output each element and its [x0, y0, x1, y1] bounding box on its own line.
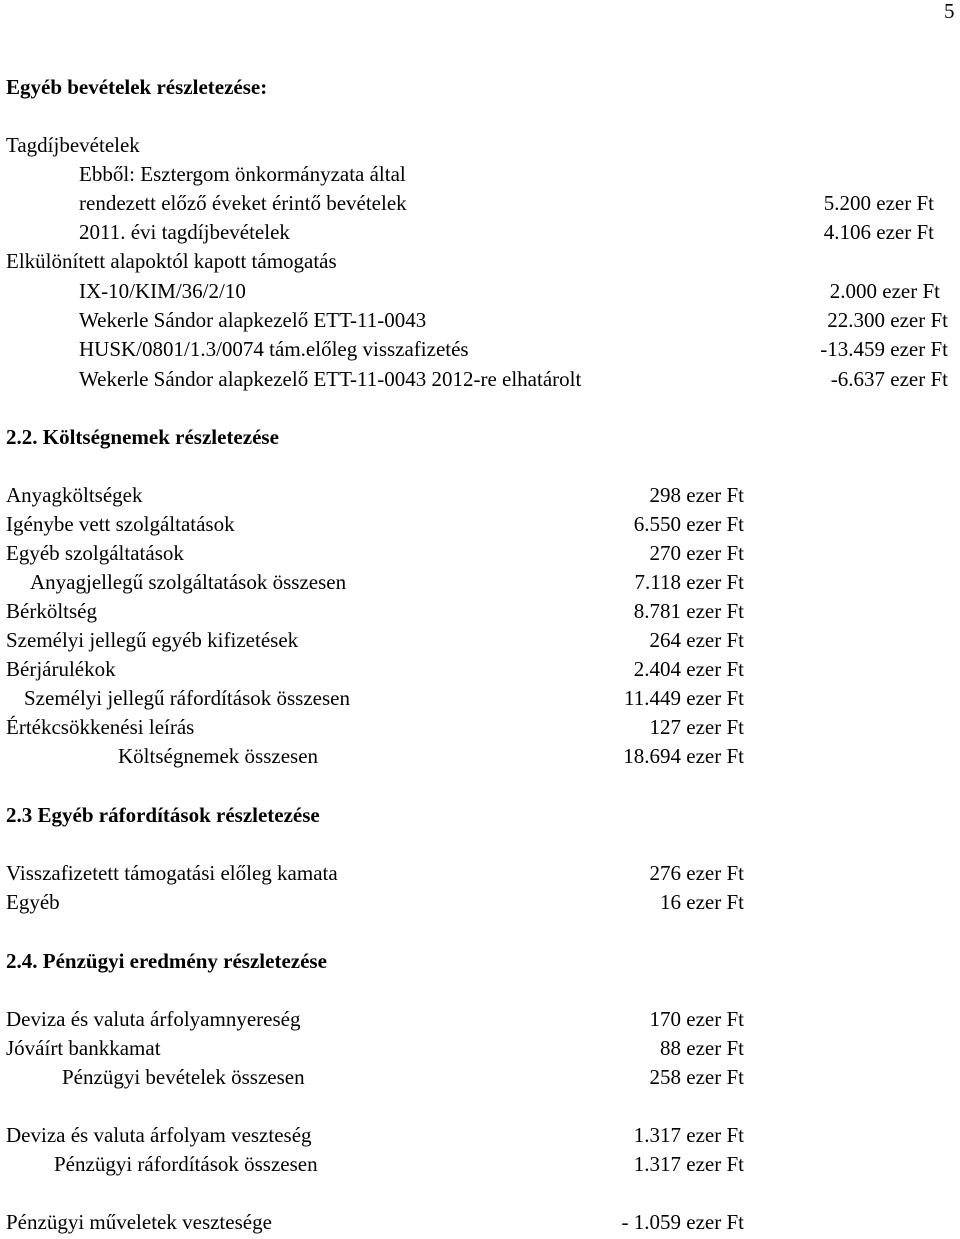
value-wage-contributions: 2.404 ezer Ft — [633, 657, 744, 681]
value-other: 16 ezer Ft — [660, 890, 744, 914]
label-other-services: Egyéb szolgáltatások — [6, 541, 184, 565]
value-bank-interest: 88 ezer Ft — [660, 1036, 744, 1060]
value-depreciation: 127 ezer Ft — [649, 715, 744, 739]
value-previous-years-income: 5.200 ezer Ft — [823, 191, 934, 215]
label-material-costs: Anyagköltségek — [6, 483, 143, 507]
value-financial-income-total: 258 ezer Ft — [649, 1065, 744, 1089]
value-fx-gain: 170 ezer Ft — [649, 1007, 744, 1031]
value-material-costs: 298 ezer Ft — [649, 483, 744, 507]
section-title-other-income: Egyéb bevételek részletezése: — [6, 75, 268, 99]
label-financial-operations-loss: Pénzügyi műveletek vesztesége — [6, 1210, 272, 1234]
value-other-personnel-payments: 264 ezer Ft — [649, 628, 744, 652]
value-material-services-total: 7.118 ezer Ft — [634, 570, 744, 594]
label-wekerle-deferred: Wekerle Sándor alapkezelő ETT-11-0043 2012-re elhatárolt — [79, 367, 582, 391]
value-cost-types-total: 18.694 ezer Ft — [623, 744, 744, 768]
label-cost-types-total: Költségnemek összesen — [118, 744, 319, 768]
value-2011-membership: 4.106 ezer Ft — [823, 220, 934, 244]
label-membership-income: Tagdíjbevételek — [6, 133, 140, 157]
label-material-services-total: Anyagjellegű szolgáltatások összesen — [30, 570, 347, 594]
label-financial-expenses-total: Pénzügyi ráfordítások összesen — [54, 1152, 318, 1176]
label-of-which-esztergom: Ebből: Esztergom önkormányzata által — [79, 162, 406, 186]
label-fx-gain: Deviza és valuta árfolyamnyereség — [6, 1007, 301, 1031]
value-financial-expenses-total: 1.317 ezer Ft — [633, 1152, 744, 1176]
value-used-services: 6.550 ezer Ft — [633, 512, 744, 536]
label-other-personnel-payments: Személyi jellegű egyéb kifizetések — [6, 628, 299, 652]
label-kim-grant: IX-10/KIM/36/2/10 — [79, 279, 246, 303]
value-husk-repayment: -13.459 ezer Ft — [820, 337, 948, 361]
label-separate-funds-support: Elkülönített alapoktól kapott támogatás — [6, 249, 337, 273]
value-fx-loss: 1.317 ezer Ft — [633, 1123, 744, 1147]
label-wage-costs: Bérköltség — [6, 599, 97, 623]
value-financial-operations-loss: - 1.059 ezer Ft — [621, 1210, 744, 1234]
section-title-cost-types: 2.2. Költségnemek részletezése — [6, 425, 279, 449]
label-other: Egyéb — [6, 890, 60, 914]
label-financial-income-total: Pénzügyi bevételek összesen — [62, 1065, 305, 1089]
section-title-financial-result: 2.4. Pénzügyi eredmény részletezése — [6, 949, 327, 973]
label-wekerle-ett: Wekerle Sándor alapkezelő ETT-11-0043 — [79, 308, 427, 332]
value-personnel-expenses-total: 11.449 ezer Ft — [624, 686, 744, 710]
value-advance-interest: 276 ezer Ft — [649, 861, 744, 885]
label-advance-interest: Visszafizetett támogatási előleg kamata — [6, 861, 338, 885]
label-2011-membership: 2011. évi tagdíjbevételek — [79, 220, 290, 244]
value-other-services: 270 ezer Ft — [649, 541, 744, 565]
section-title-other-expenses: 2.3 Egyéb ráfordítások részletezése — [6, 803, 320, 827]
label-depreciation: Értékcsökkenési leírás — [6, 715, 195, 739]
value-kim-grant: 2.000 ezer Ft — [829, 279, 940, 303]
label-used-services: Igénybe vett szolgáltatások — [6, 512, 235, 536]
value-wekerle-ett: 22.300 ezer Ft — [827, 308, 948, 332]
value-wage-costs: 8.781 ezer Ft — [633, 599, 744, 623]
label-bank-interest: Jóváírt bankkamat — [6, 1036, 161, 1060]
label-previous-years-income: rendezett előző éveket érintő bevételek — [79, 191, 407, 215]
label-personnel-expenses-total: Személyi jellegű ráfordítások összesen — [24, 686, 350, 710]
label-wage-contributions: Bérjárulékok — [6, 657, 116, 681]
label-husk-repayment: HUSK/0801/1.3/0074 tám.előleg visszafizetés — [79, 337, 469, 361]
page-number: 5 — [944, 0, 955, 23]
value-wekerle-deferred: -6.637 ezer Ft — [830, 367, 948, 391]
label-fx-loss: Deviza és valuta árfolyam veszteség — [6, 1123, 312, 1147]
